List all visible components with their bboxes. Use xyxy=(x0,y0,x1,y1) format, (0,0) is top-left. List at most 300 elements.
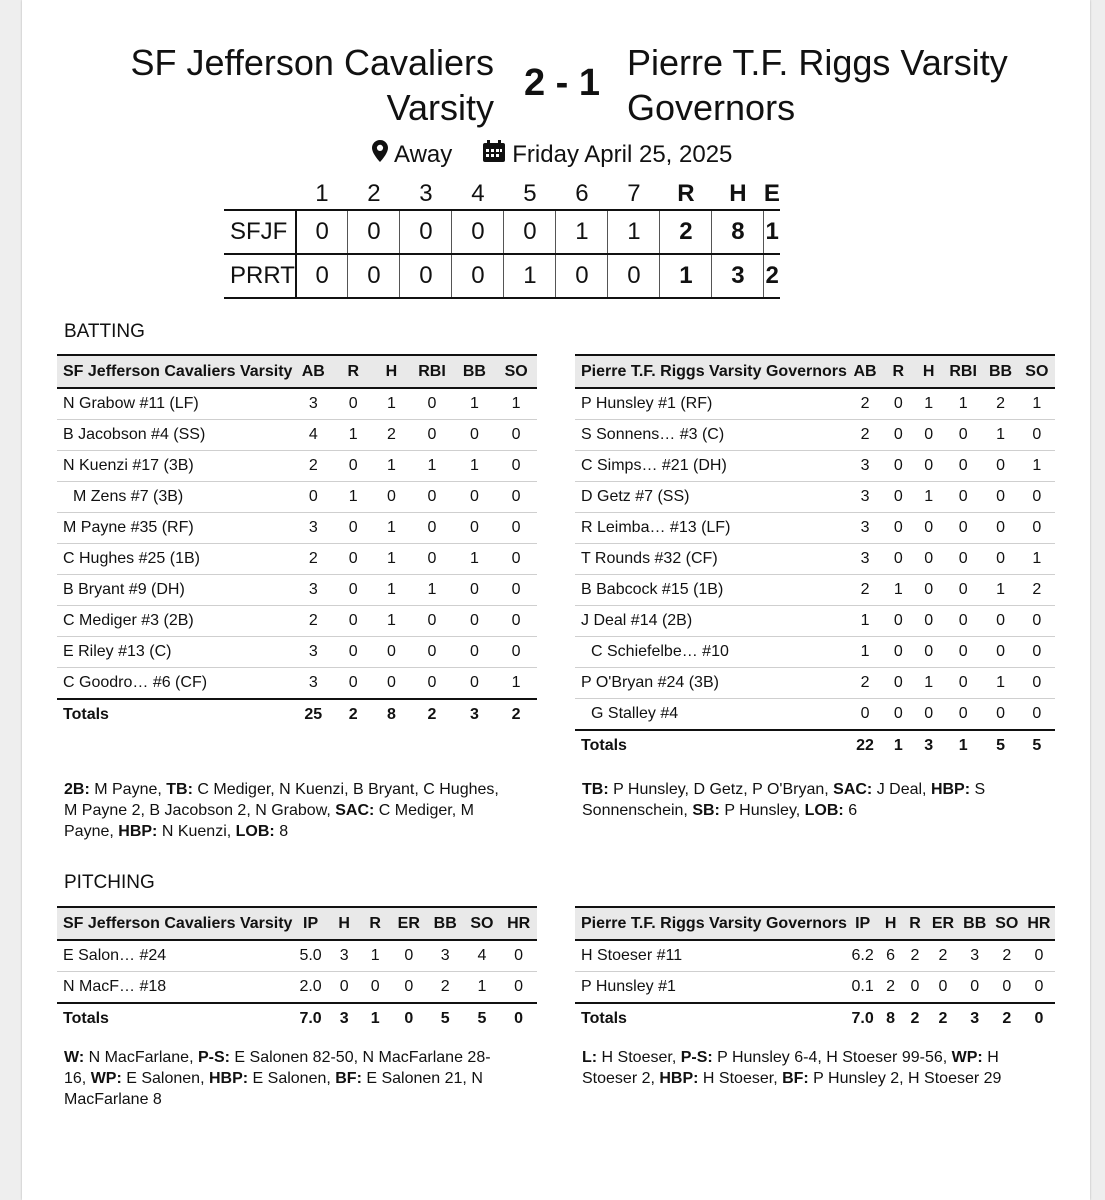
stat-cell: 0 xyxy=(883,544,913,575)
stat-cell: 0 xyxy=(883,668,913,699)
stat-cell: 0 xyxy=(410,482,453,513)
stat-cell: 1 xyxy=(914,482,944,513)
stat-column-header: H xyxy=(338,914,350,932)
stat-cell: 0 xyxy=(372,482,410,513)
stat-cell: 1 xyxy=(883,575,913,606)
note-key: P-S: xyxy=(197,1049,230,1066)
stat-cell: 1 xyxy=(372,544,410,575)
table-row xyxy=(575,606,1055,637)
table-row xyxy=(575,482,1055,513)
stat-cell: 2 xyxy=(982,388,1018,420)
stat-cell: 0 xyxy=(334,451,372,482)
note-key: L: xyxy=(582,1049,598,1066)
stat-column-header: IP xyxy=(303,914,319,932)
stat-cell: 0 xyxy=(883,388,913,420)
away-team-name: Pierre T.F. Riggs Varsity Governors xyxy=(627,42,1008,128)
stat-cell: 0 xyxy=(860,705,870,722)
stat-cell: 0 xyxy=(893,705,903,722)
stat-cell: 0 xyxy=(454,606,496,637)
stat-cell: 1 xyxy=(372,575,410,606)
note-key: BF: xyxy=(782,1070,809,1087)
stat-cell: 2 xyxy=(440,978,450,995)
home-batting-notes xyxy=(64,779,509,842)
stat-cell: 0 xyxy=(334,544,372,575)
stat-cell: 3 xyxy=(292,637,334,668)
note-value: P Hunsley 6-4, H Stoeser 99-56, xyxy=(712,1049,952,1066)
stat-cell: 0 xyxy=(410,513,453,544)
home-pitching-table xyxy=(57,906,537,1034)
away-batting-table xyxy=(575,354,1055,761)
total-stat-cell: 2 xyxy=(991,1003,1023,1034)
inning-header: 3 xyxy=(419,179,433,207)
stat-cell: 2 xyxy=(847,420,883,451)
stat-cell: 1 xyxy=(454,388,496,420)
player-name: P Hunsley #1 (RF) xyxy=(575,388,847,420)
table-row xyxy=(575,575,1055,606)
table-row xyxy=(575,420,1055,451)
inning-score: 0 xyxy=(452,254,504,298)
table-row xyxy=(57,575,537,606)
note-value: N Kuenzi, xyxy=(157,823,236,840)
note-value: E Salonen, xyxy=(248,1070,336,1087)
inning-score: 0 xyxy=(452,210,504,254)
batting-section-title: BATTING xyxy=(64,321,145,342)
stat-cell: 0 xyxy=(970,978,980,995)
total-stat-cell: 5 xyxy=(464,1003,501,1034)
stat-cell: 0 xyxy=(1002,978,1012,995)
stat-cell: 0 xyxy=(883,420,913,451)
total-stat-cell: 2 xyxy=(903,1003,927,1034)
stat-cell: 0 xyxy=(944,482,983,513)
player-name: C Mediger #3 (2B) xyxy=(57,606,292,637)
player-name: C Schiefelbe… #10 xyxy=(575,637,847,668)
table-header-row xyxy=(575,355,1055,388)
total-stat-cell: 3 xyxy=(454,699,496,730)
stat-cell: 0 xyxy=(495,606,537,637)
stat-cell: 3 xyxy=(847,513,883,544)
stat-cell: 3 xyxy=(847,482,883,513)
player-name: G Stalley #4 xyxy=(591,705,679,722)
table-row xyxy=(57,388,537,420)
stat-cell: 0 xyxy=(883,451,913,482)
note-value: P Hunsley, D Getz, P O'Bryan, xyxy=(608,781,834,798)
note-value: 6 xyxy=(843,802,858,819)
total-stat-cell: 5 xyxy=(1019,730,1055,761)
player-name: M Zens #7 (3B) xyxy=(57,482,292,513)
note-key: TB: xyxy=(582,781,609,798)
stat-cell: 3 xyxy=(308,674,318,691)
note-key: SAC: xyxy=(335,802,375,819)
note-key: SB: xyxy=(692,802,720,819)
stat-cell: 3 xyxy=(292,388,334,420)
total-stat-cell: 2 xyxy=(410,699,453,730)
inning-header: 1 xyxy=(315,179,329,207)
note-key: W: xyxy=(64,1049,85,1066)
stat-cell: 0 xyxy=(292,482,334,513)
stat-cell: 0 xyxy=(410,637,453,668)
line-score-corner xyxy=(224,178,296,210)
player-name: B Babcock #15 (1B) xyxy=(575,575,847,606)
note-key: LOB: xyxy=(235,823,275,840)
player-name: C Goodro… #6 (CF) xyxy=(63,674,208,691)
stat-cell: 0 xyxy=(1032,705,1042,722)
note-key: HBP: xyxy=(208,1070,249,1087)
stat-cell: 0 xyxy=(944,668,983,699)
total-stat-cell: 5 xyxy=(982,730,1018,761)
stat-cell: 1 xyxy=(372,388,410,420)
total-stat-cell: 7.0 xyxy=(292,1003,328,1034)
game-meta xyxy=(372,139,732,170)
total-stat-cell: 2 xyxy=(927,1003,959,1034)
team-abbr: SFJF xyxy=(224,210,296,254)
stat-cell: 0 xyxy=(495,513,537,544)
note-value: N MacFarlane, xyxy=(84,1049,198,1066)
totals-label: Totals xyxy=(57,1003,292,1034)
inning-score: 0 xyxy=(400,210,452,254)
player-name: M Payne #35 (RF) xyxy=(57,513,292,544)
stat-column-header: R xyxy=(909,914,921,932)
stat-cell: 1 xyxy=(982,420,1018,451)
stat-cell: 0 xyxy=(938,978,948,995)
inning-header: 2 xyxy=(367,179,381,207)
stat-cell: 1 xyxy=(454,451,496,482)
game-date: Friday April 25, 2025 xyxy=(512,140,733,168)
stat-cell: 0 xyxy=(883,482,913,513)
stat-cell: 2 xyxy=(292,451,334,482)
stat-cell: 4 xyxy=(464,940,501,972)
team-column-header: Pierre T.F. Riggs Varsity Governors xyxy=(581,362,847,380)
stat-cell: 0 xyxy=(982,637,1018,668)
table-row xyxy=(57,513,537,544)
stat-cell: 1 xyxy=(360,940,391,972)
table-row xyxy=(57,668,537,700)
stat-cell: 2 xyxy=(847,575,883,606)
stat-cell: 3 xyxy=(847,544,883,575)
player-name: S Sonnens… #3 (C) xyxy=(575,420,847,451)
total-stat-cell: 0 xyxy=(391,1003,427,1034)
stat-cell: 1 xyxy=(982,575,1018,606)
total-stat-cell: 1 xyxy=(944,730,983,761)
stat-column-header: R xyxy=(347,362,360,380)
totals-label: Totals xyxy=(575,730,847,761)
stat-cell: 1 xyxy=(334,482,372,513)
stat-cell: 2 xyxy=(292,544,334,575)
stat-cell: 1 xyxy=(372,513,410,544)
location-label: Away xyxy=(394,140,453,168)
stat-cell: 0 xyxy=(495,451,537,482)
stat-cell: 0 xyxy=(495,575,537,606)
stat-cell: 0 xyxy=(883,606,913,637)
table-row xyxy=(57,451,537,482)
stat-cell: 0 xyxy=(339,978,349,995)
stat-cell: 1 xyxy=(914,388,944,420)
team-column-header: SF Jefferson Cavaliers Varsity xyxy=(63,362,293,380)
home-team-name: SF Jefferson Cavaliers Varsity xyxy=(130,42,494,128)
note-value: S Sonnenschein, xyxy=(582,781,986,819)
stat-cell: 0 xyxy=(982,606,1018,637)
player-name: C Simps… #21 (DH) xyxy=(575,451,847,482)
note-value: 8 xyxy=(274,823,289,840)
stat-column-header: ER xyxy=(397,914,420,932)
note-value: C Mediger, N Kuenzi, B Bryant, C Hughes, M Payne 2, B Jacobson 2, N Grabow, xyxy=(64,781,499,819)
stat-cell: 1 xyxy=(914,668,944,699)
stat-column-header: SO xyxy=(1025,362,1049,380)
stat-cell: 0 xyxy=(914,544,944,575)
stat-cell: 6.2 xyxy=(847,940,879,972)
total-runs: 2 xyxy=(660,210,712,254)
stat-cell: 0 xyxy=(982,513,1018,544)
stat-column-header: R xyxy=(369,914,381,932)
stat-cell: 0 xyxy=(454,482,496,513)
stat-column-header: HR xyxy=(507,914,531,932)
stat-cell: 1 xyxy=(1019,388,1055,420)
stat-column-header: BB xyxy=(988,362,1013,380)
stat-column-header: AB xyxy=(853,362,877,380)
stat-cell: 0 xyxy=(454,420,496,451)
total-stat-cell: 2 xyxy=(334,699,372,730)
stat-cell: 1 xyxy=(847,637,883,668)
stat-cell: 0 xyxy=(348,674,358,691)
errors-header: E xyxy=(763,179,780,207)
stat-cell: 2 xyxy=(372,420,410,451)
stat-cell: 2 xyxy=(847,388,883,420)
table-row xyxy=(575,513,1055,544)
stat-cell: 0 xyxy=(427,674,437,691)
totals-row xyxy=(57,1003,537,1034)
note-key: HBP: xyxy=(930,781,971,798)
stat-cell: 0 xyxy=(944,451,983,482)
player-name: R Leimba… #13 (LF) xyxy=(575,513,847,544)
stat-cell: 1 xyxy=(495,388,537,420)
inning-score: 1 xyxy=(556,210,608,254)
totals-row xyxy=(575,1003,1055,1034)
table-row xyxy=(57,544,537,575)
stat-cell: 3 xyxy=(427,940,464,972)
stat-cell: 0 xyxy=(410,420,453,451)
table-row xyxy=(57,606,537,637)
total-stat-cell: 5 xyxy=(427,1003,464,1034)
note-key: WP: xyxy=(90,1070,122,1087)
inning-header: 5 xyxy=(523,179,537,207)
stat-cell: 3 xyxy=(292,575,334,606)
stat-cell: 2 xyxy=(292,606,334,637)
stat-cell: 0 xyxy=(914,575,944,606)
stat-cell: 2 xyxy=(927,940,959,972)
total-stat-cell: 22 xyxy=(847,730,883,761)
stat-cell: 0 xyxy=(454,637,496,668)
stat-cell: 0 xyxy=(944,575,983,606)
line-score-table xyxy=(224,178,780,299)
total-stat-cell: 0 xyxy=(1023,1003,1055,1034)
stat-cell: 0 xyxy=(883,637,913,668)
stat-cell: 0 xyxy=(1019,637,1055,668)
stat-cell: 2 xyxy=(903,940,927,972)
stat-column-header: BB xyxy=(462,362,486,380)
stat-cell: 0 xyxy=(944,420,983,451)
total-runs: 1 xyxy=(660,254,712,298)
note-value: C Mediger, M Payne, xyxy=(64,802,474,840)
stat-cell: 2 xyxy=(1019,575,1055,606)
total-stat-cell: 3 xyxy=(959,1003,991,1034)
stat-cell: 0 xyxy=(914,637,944,668)
stat-column-header: IP xyxy=(855,914,871,932)
player-name: E Salon… #24 xyxy=(57,940,292,972)
team-column-header: Pierre T.F. Riggs Varsity Governors xyxy=(581,914,847,932)
stat-cell: 0 xyxy=(410,544,453,575)
note-value: H Stoeser, xyxy=(698,1070,783,1087)
totals-label: Totals xyxy=(57,699,292,730)
note-key: HBP: xyxy=(659,1070,699,1087)
stat-column-header: H xyxy=(922,362,935,380)
player-name: D Getz #7 (SS) xyxy=(575,482,847,513)
stat-cell: 0 xyxy=(410,606,453,637)
stat-column-header: RBI xyxy=(949,362,977,380)
player-name: C Hughes #25 (1B) xyxy=(57,544,292,575)
inning-header: 6 xyxy=(575,179,589,207)
stat-cell: 1 xyxy=(410,451,453,482)
stat-cell: 0 xyxy=(958,705,968,722)
note-key: BF: xyxy=(335,1070,362,1087)
stat-column-header: BB xyxy=(963,914,987,932)
inning-score: 0 xyxy=(296,210,348,254)
total-stat-cell: 3 xyxy=(914,730,944,761)
stat-cell: 0 xyxy=(1019,420,1055,451)
inning-score: 0 xyxy=(400,254,452,298)
totals-row xyxy=(575,730,1055,761)
stat-cell: 0 xyxy=(386,674,396,691)
table-row xyxy=(575,388,1055,420)
stat-cell: 0 xyxy=(334,513,372,544)
stat-column-header: R xyxy=(892,362,905,380)
stat-cell: 0 xyxy=(1019,482,1055,513)
note-value: M Payne, xyxy=(89,781,167,798)
note-key: LOB: xyxy=(804,802,844,819)
stat-cell: 0 xyxy=(1019,513,1055,544)
table-header-row xyxy=(575,907,1055,940)
stat-cell: 1 xyxy=(847,606,883,637)
note-key: HBP: xyxy=(118,823,158,840)
stat-cell: 0 xyxy=(454,575,496,606)
note-value: E Salonen, xyxy=(121,1070,209,1087)
stat-cell: 0 xyxy=(944,513,983,544)
inning-score: 0 xyxy=(348,210,400,254)
player-name: B Jacobson #4 (SS) xyxy=(57,420,292,451)
stat-cell: 0 xyxy=(372,637,410,668)
note-value: H Stoeser 2, xyxy=(582,1049,999,1087)
stat-cell: 0 xyxy=(334,606,372,637)
stat-cell: 1 xyxy=(1019,451,1055,482)
map-pin-icon xyxy=(372,140,388,169)
stat-cell: 3 xyxy=(292,513,334,544)
stat-cell: 0 xyxy=(391,940,427,972)
away-pitching-notes xyxy=(582,1047,1027,1089)
stat-cell: 0 xyxy=(404,978,414,995)
note-key: SAC: xyxy=(833,781,873,798)
player-name: B Bryant #9 (DH) xyxy=(57,575,292,606)
stat-cell: 0 xyxy=(469,674,479,691)
stat-cell: 0 xyxy=(982,544,1018,575)
total-stat-cell: 0 xyxy=(500,1003,537,1034)
line-score-row xyxy=(224,210,780,254)
player-name: H Stoeser #11 xyxy=(575,940,847,972)
total-stat-cell: 1 xyxy=(360,1003,391,1034)
stat-cell: 1 xyxy=(982,668,1018,699)
note-value: E Salonen 82-50, N MacFarlane 28-16, xyxy=(64,1049,491,1087)
inning-score: 1 xyxy=(608,210,660,254)
inning-score: 0 xyxy=(504,210,556,254)
stat-cell: 1 xyxy=(511,674,521,691)
stat-column-header: HR xyxy=(1027,914,1051,932)
inning-header: 7 xyxy=(627,179,641,207)
stat-cell: 0 xyxy=(982,482,1018,513)
stat-cell: 3 xyxy=(959,940,991,972)
stat-cell: 0 xyxy=(910,978,920,995)
away-batting-notes xyxy=(582,779,1027,821)
stat-cell: 4 xyxy=(292,420,334,451)
total-stat-cell: 1 xyxy=(883,730,913,761)
stat-cell: 0 xyxy=(1019,606,1055,637)
stat-column-header: SO xyxy=(995,914,1019,932)
team-column-header: SF Jefferson Cavaliers Varsity xyxy=(63,914,293,932)
pitching-section-title: PITCHING xyxy=(64,872,155,893)
inning-score: 0 xyxy=(348,254,400,298)
player-name: P Hunsley #1 xyxy=(581,978,676,995)
table-row xyxy=(57,420,537,451)
final-score: 2 - 1 xyxy=(523,62,601,104)
table-row xyxy=(575,940,1055,972)
stat-column-header: H xyxy=(884,914,897,932)
inning-score: 0 xyxy=(296,254,348,298)
table-row xyxy=(57,637,537,668)
total-errors: 1 xyxy=(764,210,780,254)
total-stat-cell: 8 xyxy=(878,1003,902,1034)
home-batting-table xyxy=(57,354,537,730)
stat-cell: 0 xyxy=(883,513,913,544)
stat-column-header: SO xyxy=(470,914,494,932)
table-row xyxy=(57,972,537,1004)
total-stat-cell: 3 xyxy=(329,1003,360,1034)
stat-cell: 0 xyxy=(924,705,934,722)
stat-cell: 0 xyxy=(500,940,537,972)
totals-row xyxy=(57,699,537,730)
stat-column-header: RBI xyxy=(418,362,446,380)
stat-cell: 0.1 xyxy=(851,978,874,995)
stat-cell: 0 xyxy=(1034,978,1044,995)
stat-cell: 3 xyxy=(329,940,360,972)
note-key: 2B: xyxy=(64,781,90,798)
stat-column-header: ER xyxy=(931,914,955,932)
stat-cell: 2 xyxy=(847,668,883,699)
inning-score: 0 xyxy=(608,254,660,298)
table-row xyxy=(575,972,1055,1004)
stat-cell: 0 xyxy=(982,451,1018,482)
player-name: J Deal #14 (2B) xyxy=(575,606,847,637)
player-name: T Rounds #32 (CF) xyxy=(575,544,847,575)
note-value: J Deal, xyxy=(872,781,931,798)
inning-score: 1 xyxy=(504,254,556,298)
note-key: TB: xyxy=(166,781,193,798)
stat-column-header: SO xyxy=(504,362,528,380)
stat-cell: 2.0 xyxy=(299,978,322,995)
player-name: P O'Bryan #24 (3B) xyxy=(575,668,847,699)
stat-cell: 0 xyxy=(410,388,453,420)
table-row xyxy=(575,699,1055,731)
stat-column-header: BB xyxy=(433,914,457,932)
stat-cell: 3 xyxy=(847,451,883,482)
stat-cell: 1 xyxy=(334,420,372,451)
stat-cell: 1 xyxy=(1019,544,1055,575)
stat-cell: 0 xyxy=(914,606,944,637)
